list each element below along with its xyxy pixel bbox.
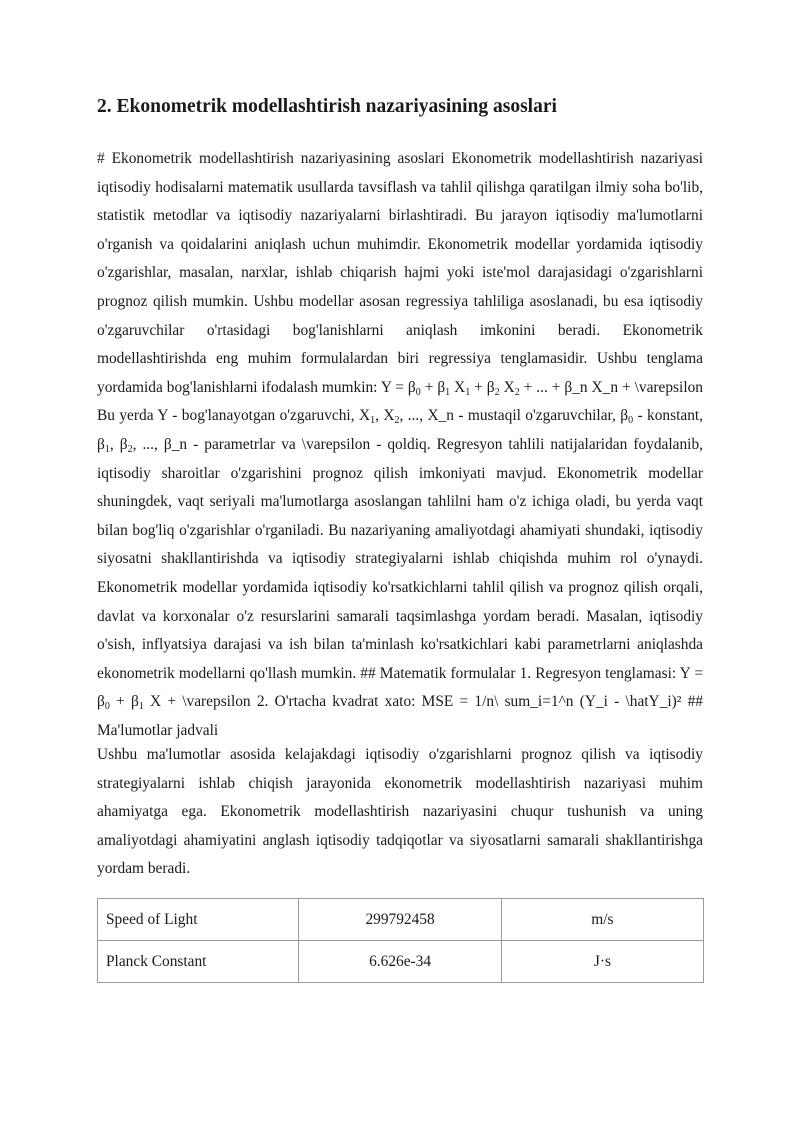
text-fragment: , X xyxy=(375,407,395,425)
constants-table xyxy=(97,898,704,983)
text-fragment: - konstant, β xyxy=(97,407,704,453)
subscript: 1 xyxy=(370,415,376,427)
text-fragment: , β xyxy=(109,435,128,453)
text-fragment: , ..., X_n - mustaqil o'zgaruvchilar, β xyxy=(399,407,629,425)
subscript: 2 xyxy=(514,386,520,398)
table-cell-name: Planck Constant xyxy=(98,941,299,983)
body-paragraph-1 xyxy=(97,145,703,745)
table-cell-value: 299792458 xyxy=(299,899,501,941)
subscript: 1 xyxy=(138,701,144,713)
table-cell-name: Speed of Light xyxy=(98,899,299,941)
subscript: 2 xyxy=(394,415,400,427)
subscript: 1 xyxy=(104,443,110,455)
subscript: 0 xyxy=(415,386,421,398)
subscript: 0 xyxy=(104,701,110,713)
text-fragment: + β xyxy=(420,378,446,396)
table-row xyxy=(98,941,704,983)
table-cell-unit: J·s xyxy=(501,941,703,983)
body-paragraph-2: Ushbu ma'lumotlar asosida kelajakdagi iqtisodiy o'zgarishlarni prognoz qilish va iqtisodiy strategiyalarni ishlab chiqish jarayonida ekonometrik modellashtirish nazariyasi muhim ahamiyatga ega. Ekonometrik modellashtirish nazariyasini chuqur tushunish va uning amaliyotdagi ahamiyatini anglash iqtisodiy tadqiqotlar va siyosatlarni samarali shakllantirishga yordam beradi. xyxy=(97,746,703,878)
subscript: 0 xyxy=(628,415,634,427)
table-cell-unit: m/s xyxy=(501,899,703,941)
table-row xyxy=(98,899,704,941)
subscript: 2 xyxy=(127,443,133,455)
text-fragment: X + \varepsilon 2. O'rtacha kvadrat xato: MSE = 1/n\ sum_i=1^n (Y_i - \hatY_i)² ## Ma'lumotlar jadvali xyxy=(97,693,703,739)
subscript: 1 xyxy=(445,386,451,398)
text-fragment: X xyxy=(499,378,515,396)
text-fragment: + ... + β_n X_n + \varepsilon Bu yerda Y - bog'lanayotgan o'zgaruvchi, X xyxy=(97,378,703,425)
subscript: 2 xyxy=(494,386,500,398)
table-cell-value: 6.626e-34 xyxy=(299,941,501,983)
text-fragment: # Ekonometrik modellashtirish nazariyasining asoslari Ekonometrik modellashtirish nazariyasi iqtisodiy hodisalarni matematik usullarda tavsiflash va tahlil qilishga qaratilgan ilmiy soha bo'lib, statistik metodlar va iqtisodiy nazariyalarni birlashtiradi. Bu jarayon iqtisodiy ma'lumotlarni o'rganish va qoidalarini aniqlash uchun muhimdir. Ekonometrik modellar yordamida iqtisodiy o'zgarishlar, masalan, narxlar, ishlab chiqarish hajmi yoki iste'mol darajasidagi o'zgarishlarni prognoz qilish mumkin. Ushbu modellar asosan regressiya tahliliga asoslanadi, bu esa iqtisodiy o'zgaruvchilar o'rtasidagi bog'lanishlarni aniqlash imkonini beradi. Ekonometrik modellashtirishda eng muhim formulalardan biri regressiya tenglamasidir. Ushbu tenglama yordamida bog'lanishlarni ifodalash mumkin: Y = β xyxy=(97,150,703,396)
text-fragment: + β xyxy=(470,378,495,396)
text-fragment: X xyxy=(450,378,466,396)
subscript: 1 xyxy=(465,386,471,398)
text-fragment: , ..., β_n - parametrlar va \varepsilon - qoldiq. Regresyon tahlili natijalaridan foydalanib, iqtisodiy sharoitlar o'zgarishini prognoz qilish imkoniyati mavjud. Ekonometrik modellar shuningdek, vaqt seriyali ma'lumotlarga asoslangan tahlilni ham o'z ichiga oladi, bu yerda vaqt bilan bog'liq o'zgarishlar o'rganiladi. Bu nazariyaning amaliyotdagi ahamiyati shundaki, iqtisodiy siyosatni shakllantirishda va iqtisodiy strategiyalarni ishlab chiqishda muhim rol o'ynaydi. Ekonometrik modellar yordamida iqtisodiy ko'rsatkichlarni tahlil qilish va prognoz qilish orqali, davlat va korxonalar o'z resurslarini samarali taqsimlashga yordam beradi. Masalan, iqtisodiy o'sish, inflyatsiya darajasi va ish bilan ta'minlash ko'rsatkichlari kabi parametrlarni aniqlashda ekonometrik modellarni qo'llash mumkin. ## Matematik formulalar 1. Regresyon tenglamasi: Y = β xyxy=(97,435,703,711)
section-title: 2. Ekonometrik modellashtirish nazariyasining asoslari xyxy=(97,96,557,117)
text-fragment: + β xyxy=(109,693,139,711)
